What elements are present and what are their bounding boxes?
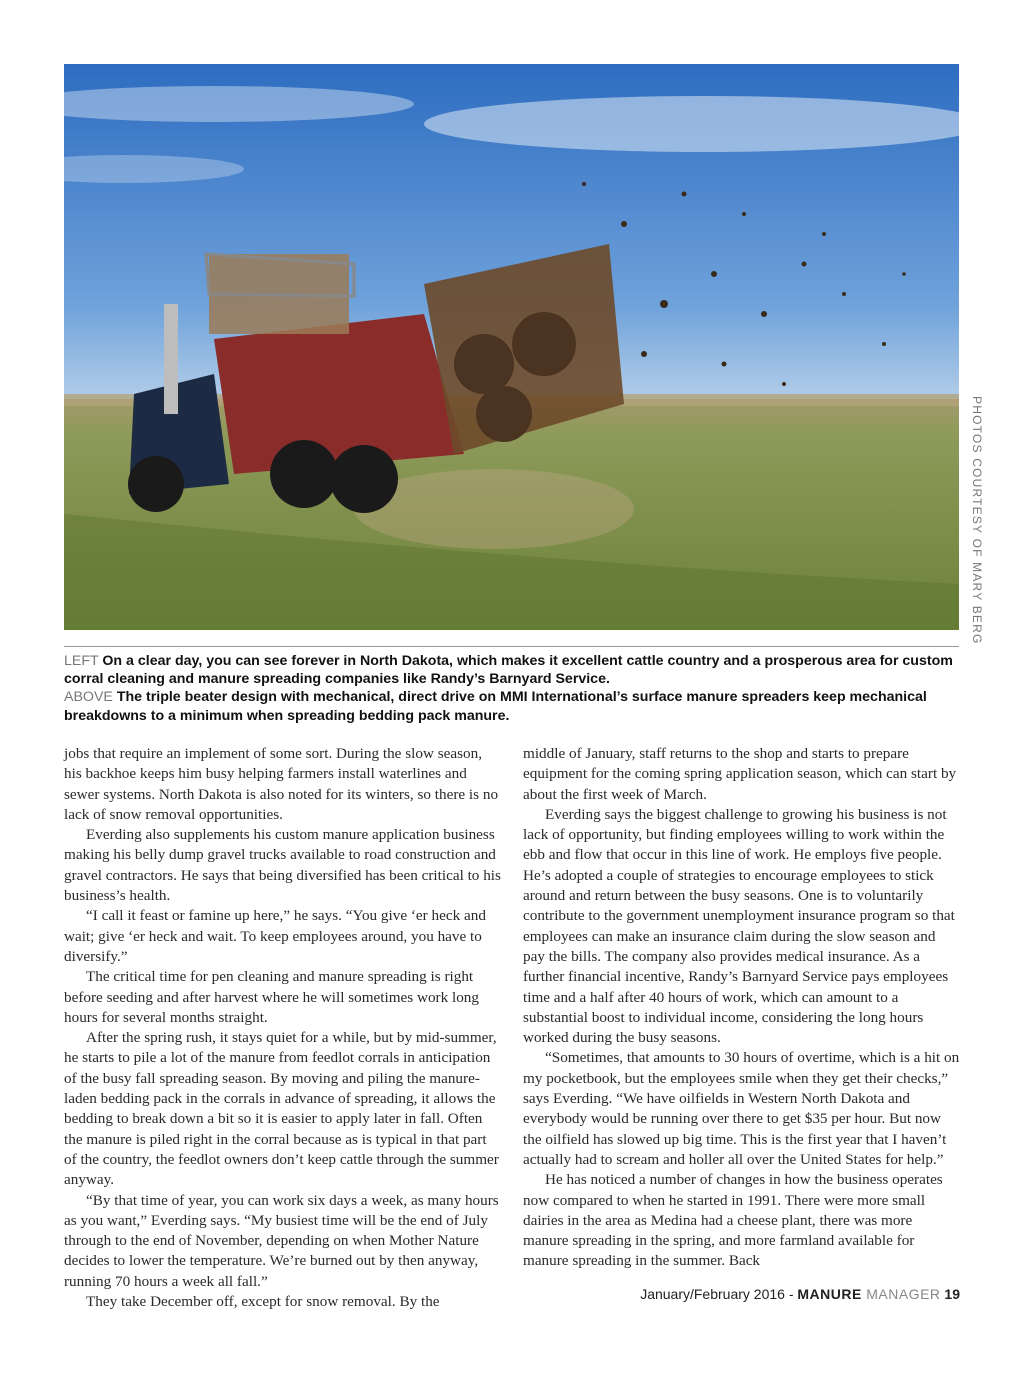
caption-left: [64, 652, 959, 688]
feature-photo: [64, 64, 959, 630]
article-paragraph: “By that time of year, you can work six days a week, as many hours as you want,” Everding says. “My busiest time will be the end of July through to the end of November, depending on when Mother Nature decides to lower the temperature. We’re burned out by then anyway, running 70 hours a week all fall.”: [64, 1191, 499, 1290]
caption-tag: LEFT: [64, 653, 99, 669]
article-column-left: [64, 744, 502, 1312]
article-paragraph: Everding also supplements his custom manure application business making his belly dump gravel trucks available to road construction and gravel contractors. He says that being diversified has been critical to his business’s health.: [64, 826, 501, 905]
page-number: 19: [944, 1286, 960, 1302]
page-footer: [640, 1286, 960, 1302]
magazine-name-bold: MANURE: [797, 1286, 862, 1302]
manure-spreader-truck-illustration: [64, 64, 959, 630]
caption-above: [64, 688, 959, 724]
article-paragraph: After the spring rush, it stays quiet for a while, but by mid-summer, he starts to pile a lot of the manure from feedlot corrals in anticipation of the busy fall spreading season. By moving and piling the manure-laden bedding pack in the corrals in advance of spreading, it allows the bedding to break down a bit so it is easier to apply later in fall. Often the manure is piled right in the corral because as is typical in that part of the country, the feedlot owners don’t keep cattle through the summer anyway.: [64, 1029, 499, 1189]
article-paragraph: They take December off, except for snow removal. By the: [86, 1293, 440, 1311]
article-paragraph: middle of January, staff returns to the shop and starts to prepare equipment for the coming spring application season, which can start by about the first week of March.: [523, 745, 957, 803]
caption-text: The triple beater design with mechanical, direct drive on MMI International’s surface manure spreaders keep mechanical breakdowns to a minimum when spreading bedding pack manure.: [64, 689, 927, 724]
photo-captions: [64, 652, 959, 725]
article-paragraph: Everding says the biggest challenge to growing his business is not lack of opportunity, but finding employees willing to work within the ebb and flow that occur in this line of work. He employs five people. He’s adopted a couple of strategies to encourage employees to stick around and return between the busy seasons. One is to voluntarily contribute to the government unemployment insurance program so that employees can make an insurance claim during the slow season and pay the bills. The company also provides medical insurance. As a further financial incentive, Randy’s Barnyard Service pays employees time and a half after 40 hours of work, which can amount to a substantial boost to individual income, considering the long hours worked during the busy seasons.: [523, 805, 955, 1047]
article-paragraph: He has noticed a number of changes in how the business operates now compared to when he started in 1991. There were more small dairies in the area as Medina had a cheese plant, there was more manure spreading in the spring, and more farmland available for manure spreading in the summer. Back: [523, 1171, 943, 1270]
photo-credit: PHOTOS COURTESY OF MARY BERG: [970, 396, 984, 645]
caption-divider: [64, 646, 959, 647]
article-paragraph: “I call it feast or famine up here,” he says. “You give ‘er heck and wait; give ‘er heck and wait. To keep employees around, you have to diversify.”: [64, 907, 486, 965]
issue-date: January/February 2016 -: [640, 1286, 798, 1302]
caption-tag: ABOVE: [64, 689, 113, 706]
caption-text: On a clear day, you can see forever in North Dakota, which makes it excellent cattle country and a prosperous area for custom corral cleaning and manure spreading companies like Randy’s Barnyard Service.: [64, 653, 953, 688]
article-column-right: [523, 744, 961, 1272]
article-paragraph: jobs that require an implement of some sort. During the slow season, his backhoe keeps him busy helping farmers install waterlines and sewer systems. North Dakota is also noted for its winters, so there is no lack of snow removal opportunities.: [64, 745, 499, 823]
article-paragraph: The critical time for pen cleaning and manure spreading is right before seeding and after harvest where he will sometimes work long hours for several months straight.: [64, 968, 479, 1026]
article-paragraph: “Sometimes, that amounts to 30 hours of overtime, which is a hit on my pocketbook, but the employees smile when they get their checks,” says Everding. “We have oilfields in Western North Dakota and everybody would be running over there to get $35 per hour. But now the oilfield has slowed up big time. This is the first year that I haven’t actually had to scream and holler all over the United States for help.”: [523, 1049, 960, 1168]
magazine-name-light: MANAGER: [861, 1286, 941, 1302]
